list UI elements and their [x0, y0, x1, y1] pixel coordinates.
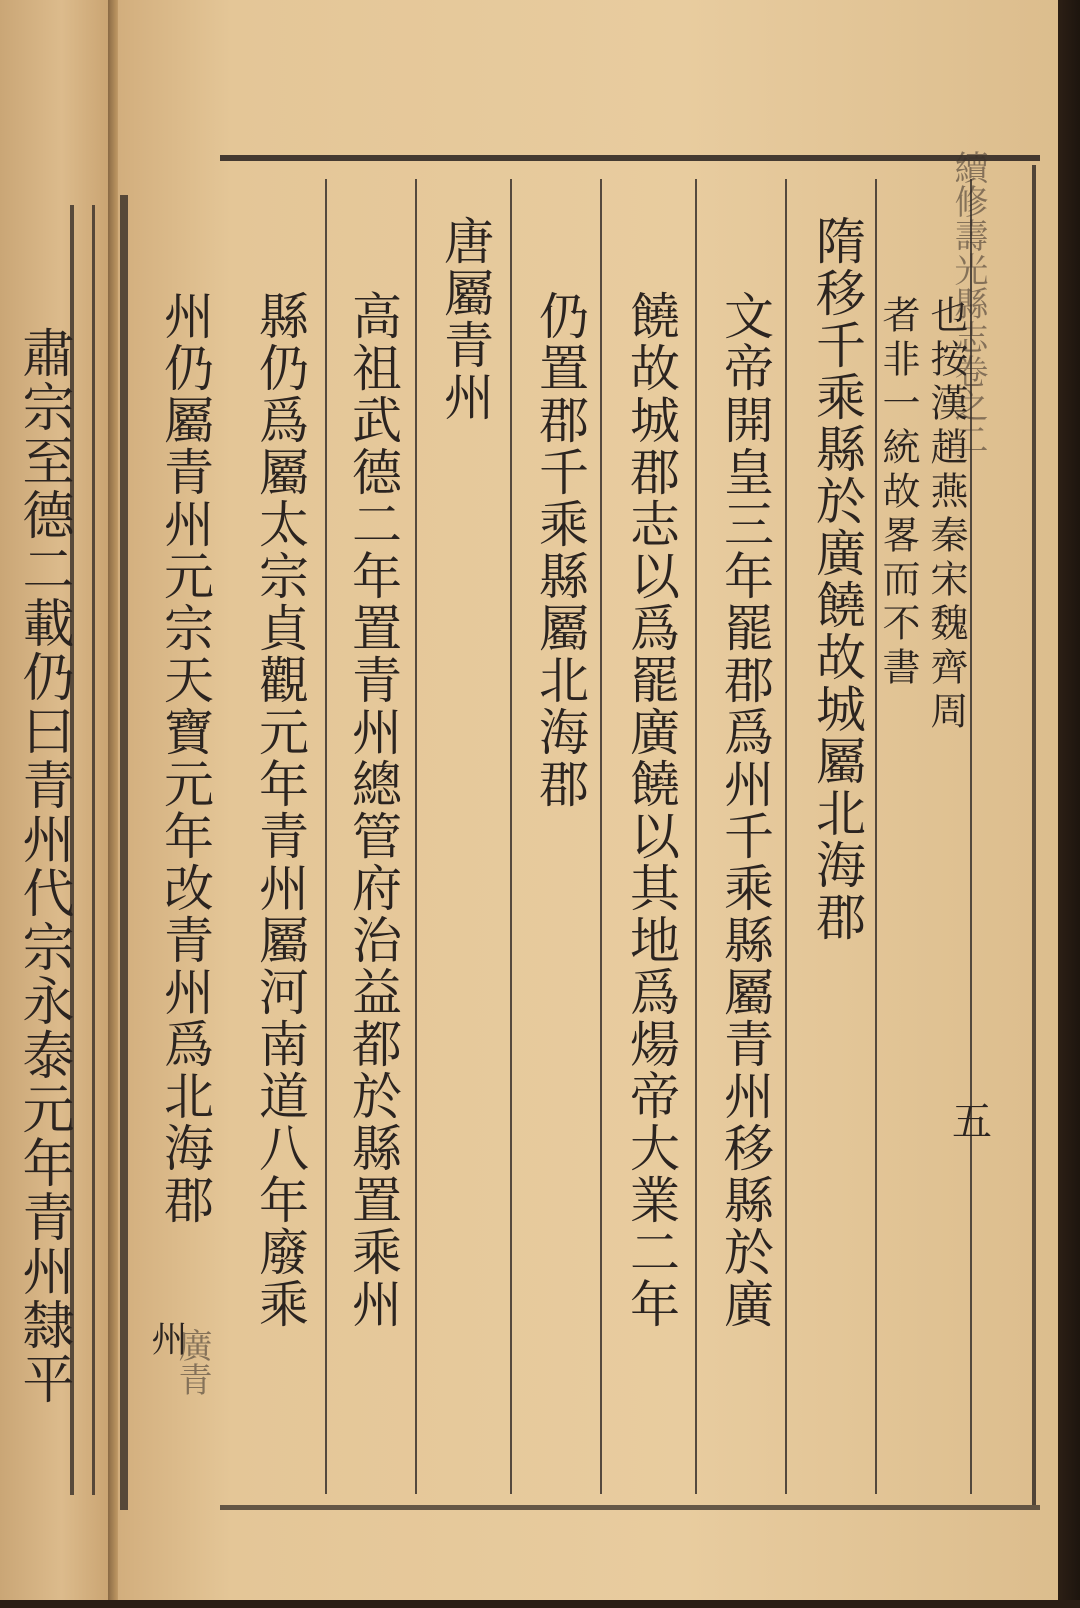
note-column-1: 也按漢趙燕秦宋魏齊周	[924, 295, 968, 735]
column-rule	[695, 179, 697, 1494]
column-rule	[600, 179, 602, 1494]
text-column-4: 仍置郡千乘縣屬北海郡	[531, 290, 589, 810]
page-number: 五	[952, 1099, 992, 1145]
text-column-6: 高祖武德二年置青州總管府治益都於縣置乘州	[344, 290, 402, 1330]
left-page-column: 肅宗至德二載仍曰青州代宗永泰元年青州隸平	[13, 326, 73, 1406]
text-column-1: 隋移千乘縣於廣饒故城屬北海郡	[808, 215, 866, 943]
text-column-8: 州仍屬青州元宗天寶元年改青州爲北海郡	[156, 290, 214, 1226]
column-rule	[785, 179, 787, 1494]
text-column-2: 文帝開皇三年罷郡爲州千乘縣屬青州移縣於廣	[716, 290, 774, 1330]
bottom-edge	[0, 1600, 1080, 1608]
page-edge-shadow	[1058, 0, 1080, 1608]
frame-bottom-rule	[220, 1505, 1040, 1510]
text-column-3: 饒故城郡志以爲罷廣饒以其地爲煬帝大業二年	[622, 290, 680, 1330]
column-rule	[510, 179, 512, 1494]
text-column-7: 縣仍爲屬太宗貞觀元年青州屬河南道八年廢乘	[251, 290, 309, 1330]
column-rule	[415, 179, 417, 1494]
page-header: 續修壽光縣志卷之二	[948, 150, 988, 456]
faded-stamp: 廣青	[172, 1328, 212, 1396]
left-page	[0, 0, 112, 1608]
frame-top-rule	[220, 155, 1040, 161]
left-page-rule-outer	[92, 205, 95, 1495]
column-rule	[325, 179, 327, 1494]
text-column-5: 唐屬青州	[436, 215, 494, 423]
note-column-2: 者非一統故畧而不書	[876, 295, 920, 691]
text-column-8-small: 州	[146, 1320, 187, 1360]
frame-right-rule	[1032, 165, 1036, 1505]
text-frame	[120, 155, 1040, 1510]
frame-left-rule	[120, 195, 128, 1510]
